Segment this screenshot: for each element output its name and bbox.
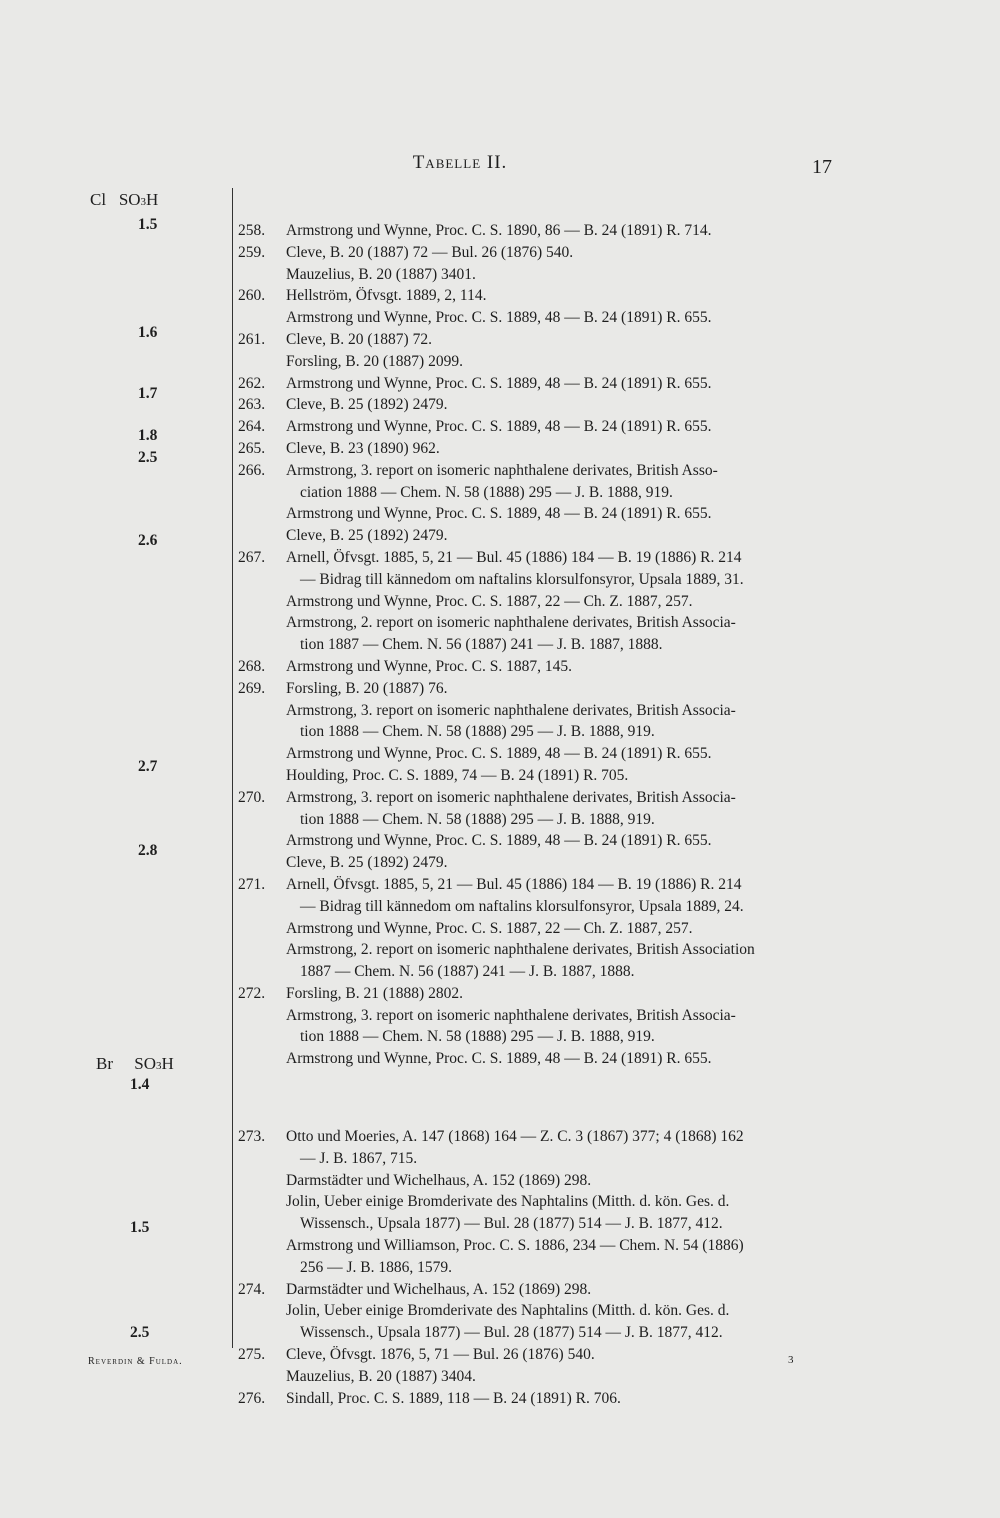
page-number: 17 [812,156,832,178]
entry-number: 272. [238,984,266,1002]
position-label: 1.5 [138,216,158,233]
citation-line: — J. B. 1867, 715. [300,1149,418,1167]
citation-line: Armstrong und Wynne, Proc. C. S. 1889, 48 — B. 24 (1891) R. 655. [286,505,712,523]
citation-line: Cleve, B. 23 (1890) 962. [286,439,440,457]
entry-262 [238,373,828,395]
citation-line: Jolin, Ueber einige Bromderivate des Naphtalins (Mitth. d. kön. Ges. d. [286,1302,730,1320]
entry-number: 267. [238,548,266,566]
citation-line: Mauzelius, B. 20 (1887) 3404. [286,1367,476,1385]
citation-line: Cleve, Öfvsgt. 1876, 5, 71 — Bul. 26 (1876) 540. [286,1346,595,1364]
entry-271 [238,874,828,983]
citation-line: Wissensch., Upsala 1877) — Bul. 28 (1877) 514 — J. B. 1877, 412. [300,1215,723,1233]
column-divider [232,188,233,1348]
entry-268 [238,656,828,678]
citation-line: ciation 1888 — Chem. N. 58 (1888) 295 — J. B. 1888, 919. [300,483,673,501]
position-label: 1.5 [130,1219,150,1236]
position-label: 1.6 [138,324,158,341]
citation-line: Otto und Moeries, A. 147 (1868) 164 — Z. C. 3 (1867) 377; 4 (1868) 162 [286,1128,744,1146]
citation-line: Armstrong und Wynne, Proc. C. S. 1889, 48 — B. 24 (1891) R. 655. [286,832,712,850]
citation-line: Armstrong und Wynne, Proc. C. S. 1887, 145. [286,657,572,675]
position-label: 1.8 [138,427,158,444]
entry-number: 264. [238,418,266,436]
citation-line: Armstrong und Wynne, Proc. C. S. 1887, 22 — Ch. Z. 1887, 257. [286,592,693,610]
entry-265 [238,438,828,460]
entry-number: 273. [238,1128,266,1146]
citation-line: Cleve, B. 20 (1887) 72. [286,330,432,348]
position-label: 2.6 [138,532,158,549]
citation-line: Cleve, B. 25 (1892) 2479. [286,396,448,414]
citation-line: Forsling, B. 21 (1888) 2802. [286,984,463,1002]
entry-number: 266. [238,461,266,479]
position-label: 2.5 [130,1324,150,1341]
citation-line: Darmstädter und Wichelhaus, A. 152 (1869) 298. [286,1280,592,1298]
citation-line: Cleve, B. 25 (1892) 2479. [286,854,448,872]
citation-line: Houlding, Proc. C. S. 1889, 74 — B. 24 (1891) R. 705. [286,766,629,784]
citation-line: Armstrong und Wynne, Proc. C. S. 1889, 48 — B. 24 (1891) R. 655. [286,309,712,327]
footer-publisher: Reverdin & Fulda. [88,1356,183,1367]
citation-line: Armstrong, 3. report on isomeric naphthalene derivates, British Associa- [286,701,736,719]
citation-line: Armstrong und Wynne, Proc. C. S. 1889, 48 — B. 24 (1891) R. 655. [286,374,712,392]
entry-269 [238,678,828,787]
entry-number: 261. [238,330,266,348]
section-head-group: SO [118,190,141,209]
section-head-element: Cl [90,190,107,209]
citation-line: Hellström, Öfvsgt. 1889, 2, 114. [286,287,487,305]
citation-line: Armstrong und Wynne, Proc. C. S. 1889, 48 — B. 24 (1891) R. 655. [286,745,712,763]
entry-263 [238,394,828,416]
entry-number: 275. [238,1346,266,1364]
citation-line: Armstrong und Williamson, Proc. C. S. 1886, 234 — Chem. N. 54 (1886) [286,1237,744,1255]
citation-line: tion 1888 — Chem. N. 58 (1888) 295 — J. B. 1888, 919. [300,1028,655,1046]
citation-line: — Bidrag till kännedom om naftalins klorsulfonsyror, Upsala 1889, 31. [300,570,744,588]
citation-line: Darmstädter und Wichelhaus, A. 152 (1869) 298. [286,1171,592,1189]
section-head-element: Br [96,1054,113,1073]
entry-258 [238,220,828,242]
entry-260 [238,285,828,329]
entry-270 [238,787,828,874]
citation-line: Jolin, Ueber einige Bromderivate des Naphtalins (Mitth. d. kön. Ges. d. [286,1193,730,1211]
citation-line: Arnell, Öfvsgt. 1885, 5, 21 — Bul. 45 (1886) 184 — B. 19 (1886) R. 214 [286,548,742,566]
entry-number: 260. [238,287,266,305]
section-head-group-end: H [146,190,159,209]
citation-line: tion 1888 — Chem. N. 58 (1888) 295 — J. B. 1888, 919. [300,723,655,741]
entry-number: 276. [238,1389,266,1407]
entry-number: 262. [238,374,266,392]
entry-264 [238,416,828,438]
citation-line: Forsling, B. 20 (1887) 76. [286,679,448,697]
citation-line: Armstrong, 3. report on isomeric naphthalene derivates, British Associa- [286,1006,736,1024]
citation-line: Armstrong und Wynne, Proc. C. S. 1889, 48 — B. 24 (1891) R. 655. [286,1050,712,1068]
citation-line: Armstrong, 3. report on isomeric naphthalene derivates, British Associa- [286,788,736,806]
citation-line: 256 — J. B. 1886, 1579. [300,1258,452,1276]
position-label: 1.7 [138,385,158,402]
entry-266 [238,460,828,547]
entry-number: 271. [238,875,266,893]
section-head-subscript: 3 [155,1060,162,1072]
entry-261 [238,329,828,373]
entry-number: 268. [238,657,266,675]
citation-line: Arnell, Öfvsgt. 1885, 5, 21 — Bul. 45 (1886) 184 — B. 19 (1886) R. 214 [286,875,742,893]
position-label: 2.5 [138,449,158,466]
entry-number: 258. [238,222,266,239]
citation-line: Mauzelius, B. 20 (1887) 3401. [286,265,476,283]
citation-line: Armstrong, 3. report on isomeric naphthalene derivates, British Asso- [286,461,718,479]
entry-275 [238,1344,828,1388]
citation-line: Armstrong und Wynne, Proc. C. S. 1889, 48 — B. 24 (1891) R. 655. [286,418,712,436]
citation-line: Wissensch., Upsala 1877) — Bul. 28 (1877) 514 — J. B. 1877, 412. [300,1324,723,1342]
citation-line: Sindall, Proc. C. S. 1889, 118 — B. 24 (1891) R. 706. [286,1389,621,1407]
running-title: Tabelle II. [412,152,508,173]
position-label: 2.7 [138,758,158,775]
entry-276 [238,1388,828,1410]
citation-line: Cleve, B. 20 (1887) 72 — Bul. 26 (1876) 540. [286,243,574,261]
citation-line: Armstrong und Wynne, Proc. C. S. 1887, 22 — Ch. Z. 1887, 257. [286,919,693,937]
entry-number: 274. [238,1280,266,1298]
entry-number: 270. [238,788,266,806]
section-head-group-end: H [161,1054,174,1073]
section-head-subscript: 3 [140,196,147,208]
position-label: 1.4 [130,1076,150,1093]
entry-272 [238,983,828,1070]
section-head-group: SO [134,1054,156,1073]
entry-number: 265. [238,439,266,457]
entry-number: 269. [238,679,266,697]
citation-line: 1887 — Chem. N. 56 (1887) 241 — J. B. 1887, 1888. [300,963,635,981]
entry-number: 263. [238,396,266,414]
citation-line: Forsling, B. 20 (1887) 2099. [286,352,463,370]
footer-signature-mark: 3 [788,1354,794,1366]
entry-273 [238,1126,828,1279]
citation-line: Cleve, B. 25 (1892) 2479. [286,527,448,545]
citation-line: tion 1887 — Chem. N. 56 (1887) 241 — J. B. 1887, 1888. [300,636,663,654]
citation-line: Armstrong, 2. report on isomeric naphthalene derivates, British Association [286,941,755,959]
citation-line: Armstrong, 2. report on isomeric naphthalene derivates, British Associa- [286,614,736,632]
citation-line: — Bidrag till kännedom om naftalins klorsulfonsyror, Upsala 1889, 24. [300,897,744,915]
entry-number: 259. [238,243,266,261]
citation-line: tion 1888 — Chem. N. 58 (1888) 295 — J. B. 1888, 919. [300,810,655,828]
section-head-bromo [96,1054,174,1074]
reference-entries [238,220,828,1409]
entry-267 [238,547,828,656]
section-head-chloro [90,190,158,210]
citation-line: Armstrong und Wynne, Proc. C. S. 1890, 86 — B. 24 (1891) R. 714. [286,222,712,239]
entry-259 [238,242,828,286]
entry-274 [238,1279,828,1344]
position-label: 2.8 [138,842,158,859]
